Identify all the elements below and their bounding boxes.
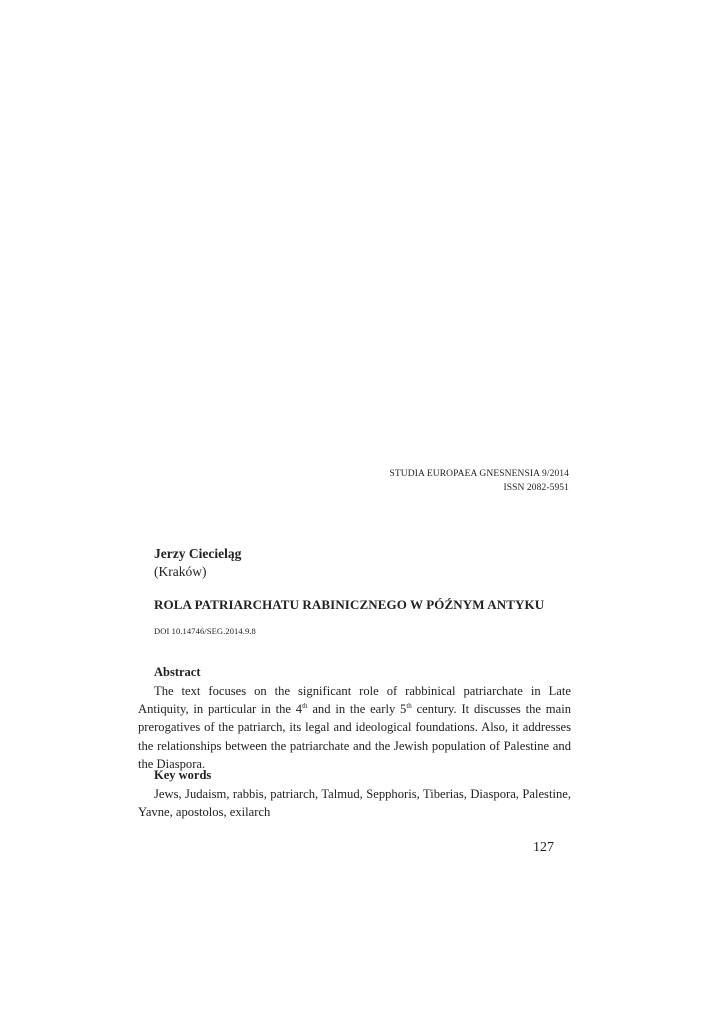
abstract-heading: Abstract — [154, 665, 201, 679]
doi: DOI 10.14746/SEG.2014.9.8 — [154, 626, 256, 636]
abstract-sup2: th — [406, 702, 412, 711]
author-affiliation: (Kraków) — [154, 564, 207, 579]
journal-name: STUDIA EUROPAEA GNESNENSIA 9/2014 — [389, 469, 569, 479]
journal-header — [389, 467, 569, 495]
issn: ISSN 2082-5951 — [503, 483, 569, 493]
abstract-text-part1: The text focuses on the significant role of rabbinical patriarchate in Late Antiquity, in particular in the 4 — [138, 684, 571, 717]
abstract-text-part2: and in the early 5 — [307, 702, 407, 717]
author-block — [154, 545, 241, 581]
page-number: 127 — [533, 840, 554, 855]
article-title: ROLA PATRIARCHATU RABINICZNEGO W PÓŹNYM ANTYKU — [154, 597, 545, 612]
keywords-heading: Key words — [154, 768, 212, 782]
abstract-sup1: th — [302, 702, 308, 711]
abstract-text-part3: century. It discusses the main prerogatives of the patriarch, its legal and ideological foundations. Also, it addresses the relationships between the patriarchate and the Jewish population of Palestine and the Diaspora. — [138, 702, 571, 771]
abstract-text — [138, 682, 571, 773]
author-name: Jerzy Ciecieląg — [154, 546, 242, 561]
keywords-text: Jews, Judaism, rabbis, patriarch, Talmud, Sepphoris, Tiberias, Diaspora, Palestine, Yavne, apostolos, exilarch — [138, 787, 571, 820]
